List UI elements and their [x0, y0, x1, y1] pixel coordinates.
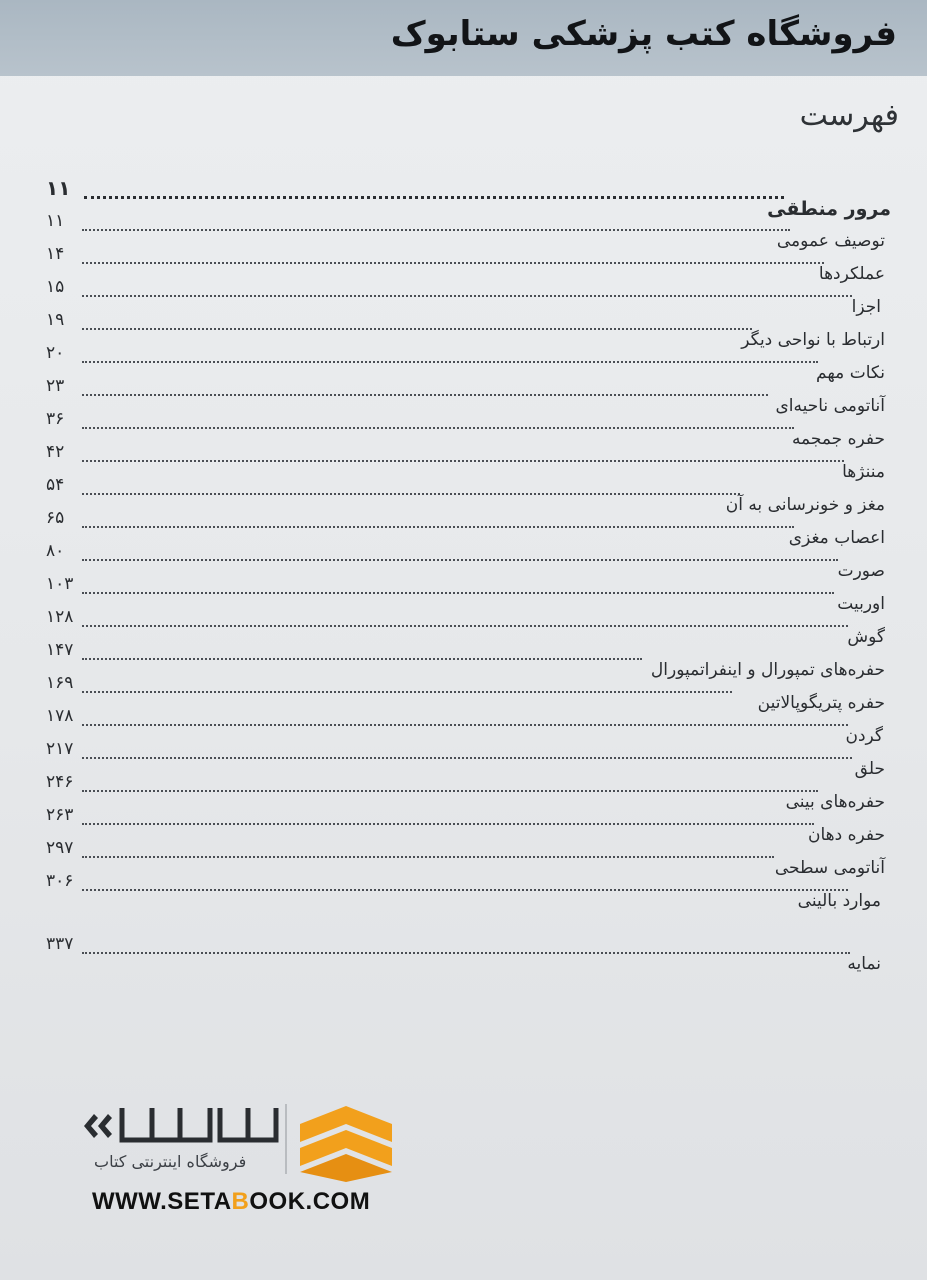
toc-entry-title: حفره پتریگوپالاتین	[757, 693, 885, 713]
dot-leader	[82, 295, 852, 297]
dot-leader	[82, 229, 790, 231]
toc-entry	[0, 442, 927, 492]
brand-name: ستابوک	[200, 1130, 204, 1131]
toc-entry-title: حفره‌های بینی	[785, 792, 885, 812]
dot-leader	[82, 262, 824, 264]
dot-leader	[82, 691, 732, 693]
toc-page-number: ۲۴۶	[46, 772, 74, 792]
toc-page-number: ۳۶	[46, 409, 65, 429]
toc-entry	[0, 244, 927, 294]
toc-page-number: ۸۰	[46, 541, 65, 561]
toc-entry-title: گوش	[847, 627, 885, 647]
toc-heading: فهرست	[799, 98, 899, 133]
dot-leader	[82, 952, 850, 954]
dot-leader	[82, 856, 774, 858]
toc-entry	[0, 376, 927, 426]
dot-leader	[82, 493, 740, 495]
toc-page-number: ۱۴۷	[46, 640, 74, 660]
toc-entry-title: حفره جمجمه	[791, 429, 885, 449]
toc-page-number: ۴۲	[46, 442, 65, 462]
dot-leader	[82, 559, 838, 561]
toc-page-number: ۳۰۶	[46, 871, 74, 891]
toc-entry-title: اوربیت	[837, 594, 885, 614]
toc-entry-title: آناتومی سطحی	[774, 858, 885, 878]
toc-entry	[0, 508, 927, 558]
toc-page-number: ۲۱۷	[46, 739, 74, 759]
toc-page-number: ۵۴	[46, 475, 65, 495]
toc-entry-title: مغز و خونرسانی به آن	[725, 495, 885, 515]
dot-leader	[82, 889, 848, 891]
dot-leader	[82, 625, 848, 627]
toc-main-title: مرور منطقی	[767, 198, 891, 220]
toc-index-entry	[0, 934, 927, 984]
toc-page-number: ۱۹	[46, 310, 65, 330]
dot-leader	[82, 658, 642, 660]
toc-entry-title: حفره‌های تمپورال و اینفراتمپورال	[650, 660, 885, 680]
toc-entry	[0, 772, 927, 822]
toc-entry-title: گردن	[845, 726, 883, 746]
dot-leader	[82, 328, 752, 330]
toc-entry-title: توصیف عمومی	[776, 231, 885, 251]
store-name: فروشگاه کتب پزشکی ستابوک	[390, 14, 897, 54]
toc-entry	[0, 277, 927, 327]
website-url[interactable]	[92, 1188, 370, 1216]
toc-index-title: نمایه	[847, 954, 881, 974]
toc-page-number: ۱۵	[46, 277, 65, 297]
toc-entry-title: حلق	[854, 759, 885, 779]
toc-entry	[0, 706, 927, 756]
toc-entry	[0, 805, 927, 855]
logo-divider	[285, 1104, 287, 1174]
toc-page-number: ۲۶۳	[46, 805, 74, 825]
toc-entry-title: مننژها	[842, 462, 885, 482]
dot-leader	[82, 460, 844, 462]
toc-entry	[0, 310, 927, 360]
toc-entry	[0, 640, 927, 690]
toc-entry	[0, 838, 927, 888]
toc-entry	[0, 475, 927, 525]
dot-leader	[82, 592, 834, 594]
dot-leader	[82, 823, 814, 825]
dot-leader	[82, 427, 794, 429]
dot-leader	[82, 724, 848, 726]
toc-entry	[0, 574, 927, 624]
dot-leader	[82, 526, 794, 528]
toc-entry-title: اعصاب مغزی	[788, 528, 885, 548]
toc-page-number: ۳۳۷	[46, 934, 74, 954]
toc-entry-title: نکات مهم	[816, 363, 885, 383]
toc-page-number: ۲۹۷	[46, 838, 74, 858]
dot-leader	[82, 361, 818, 363]
toc-entry	[0, 607, 927, 657]
toc-entry	[0, 673, 927, 723]
dot-leader	[82, 757, 852, 759]
toc-main-entry	[0, 176, 927, 228]
dot-leader	[82, 394, 768, 396]
toc-page-number: ۱۱	[46, 211, 65, 231]
setabook-logo	[80, 1096, 410, 1236]
toc-entry	[0, 739, 927, 789]
toc-entry-title: حفره دهان	[808, 825, 885, 845]
toc-page-number: ۲۳	[46, 376, 65, 396]
toc-entry-title: اجزا	[851, 297, 881, 317]
logo-tagline: فروشگاه اینترنتی کتاب	[94, 1152, 247, 1171]
toc-entry	[0, 211, 927, 261]
toc-page-number: ۱۰۳	[46, 574, 74, 594]
toc-entry-title: ارتباط با نواحی دیگر	[741, 330, 885, 350]
toc-entry	[0, 871, 927, 921]
toc-entry-title: عملکردها	[818, 264, 885, 284]
toc-page-number: ۱۲۸	[46, 607, 74, 627]
url-suffix: OOK.COM	[249, 1188, 371, 1215]
toc-page-number: ۱۷۸	[46, 706, 74, 726]
chevron-logo-icon	[296, 1102, 396, 1182]
brand-wordmark	[80, 1100, 280, 1150]
dot-leader	[84, 196, 784, 199]
toc-entry	[0, 541, 927, 591]
toc-entry	[0, 409, 927, 459]
toc-entry-title: آناتومی ناحیه‌ای	[775, 396, 885, 416]
dot-leader	[82, 790, 818, 792]
toc-page-number: ۱۱	[46, 176, 71, 200]
toc-entry-title: موارد بالینی	[797, 891, 881, 911]
url-accent-letter: B	[231, 1188, 250, 1215]
toc-page-number: ۶۵	[46, 508, 65, 528]
toc-page-number: ۱۶۹	[46, 673, 74, 693]
url-prefix: WWW.SETA	[92, 1188, 232, 1215]
toc-entry	[0, 343, 927, 393]
toc-page-number: ۱۴	[46, 244, 65, 264]
toc-entry-title: صورت	[837, 561, 885, 581]
toc-page-number: ۲۰	[46, 343, 65, 363]
